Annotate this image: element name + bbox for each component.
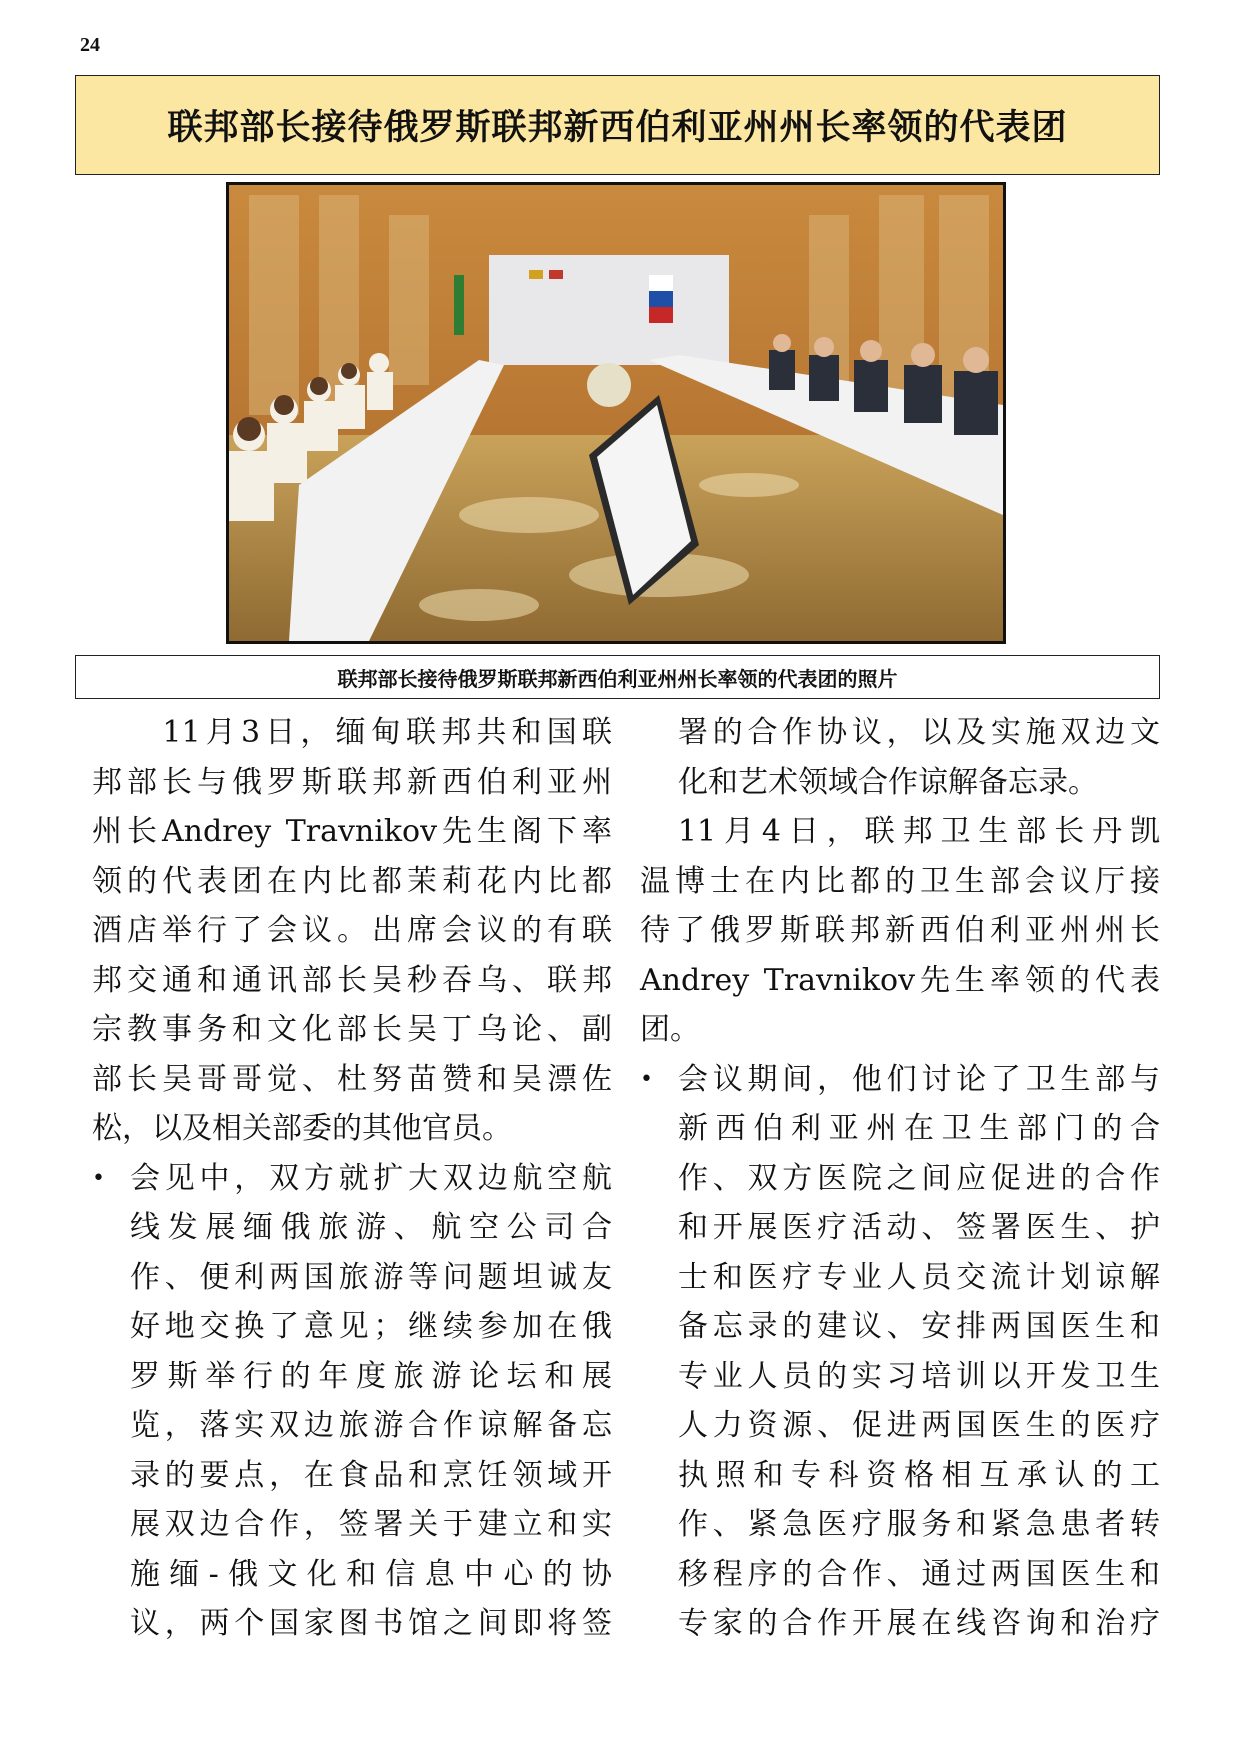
bullet-line: 会见中，双方就扩大双边航空航 bbox=[130, 1160, 612, 1196]
continuation-line: 化和艺术领域合作谅解备忘录。 bbox=[678, 764, 1098, 800]
bullet-line: 作、双方医院之间应促进的合作 bbox=[678, 1160, 1160, 1196]
bullet-line: 备忘录的建议、安排两国医生和 bbox=[678, 1309, 1160, 1344]
paragraph-line: Andrey Travnikov先生率领的代表 bbox=[640, 962, 1160, 998]
paragraph-line: 州长Andrey Travnikov先生阁下率 bbox=[92, 814, 612, 849]
bullet-line: 移程序的合作、通过两国医生和 bbox=[678, 1556, 1160, 1592]
title-box bbox=[75, 75, 1160, 175]
bullet-line: 罗斯举行的年度旅游论坛和展 bbox=[130, 1358, 612, 1394]
left-column bbox=[92, 708, 612, 1649]
bullet-line: 士和医疗专业人员交流计划谅解 bbox=[678, 1259, 1160, 1295]
bullet-item bbox=[92, 1154, 612, 1649]
bullet-line: 作、紧急医疗服务和紧急患者转 bbox=[678, 1507, 1160, 1542]
paragraph-line: 11月3日，缅甸联邦共和国联 bbox=[92, 715, 612, 750]
photo-caption: 联邦部长接待俄罗斯联邦新西伯利亚州州长率领的代表团的照片 bbox=[337, 666, 898, 691]
page-number: 24 bbox=[80, 34, 100, 56]
bullet-line: 展双边合作，签署关于建立和实 bbox=[130, 1507, 612, 1542]
bullet-line: 线发展缅俄旅游、航空公司合 bbox=[130, 1210, 612, 1245]
meeting-photo bbox=[226, 182, 1006, 644]
bullet-line: 议，两个国家图书馆之间即将签 bbox=[130, 1606, 612, 1641]
bullet-line: 专家的合作开展在线咨询和治疗 bbox=[678, 1606, 1160, 1641]
bullet-icon: • bbox=[640, 1066, 653, 1092]
bullet-line: 人力资源、促进两国医生的医疗 bbox=[678, 1408, 1160, 1443]
paragraph-line: 11月4日，联邦卫生部长丹凯 bbox=[640, 814, 1160, 849]
paragraph-line: 宗教事务和文化部长吴丁乌论、副 bbox=[92, 1012, 612, 1047]
bullet-line: 执照和专科资格相互承认的工 bbox=[678, 1457, 1160, 1493]
paragraph-line: 领的代表团在内比都茉莉花内比都 bbox=[92, 863, 612, 899]
paragraph-line: 温博士在内比都的卫生部会议厅接 bbox=[640, 863, 1160, 899]
paragraph-line: 松，以及相关部委的其他官员。 bbox=[92, 1111, 512, 1146]
caption-box bbox=[75, 655, 1160, 699]
paragraph-line: 团。 bbox=[640, 1012, 700, 1047]
bullet-line: 录的要点，在食品和烹饪领域开 bbox=[130, 1457, 612, 1493]
paragraph-line: 邦部长与俄罗斯联邦新西伯利亚州 bbox=[92, 764, 612, 800]
bullet-line: 专业人员的实习培训以开发卫生 bbox=[678, 1358, 1160, 1394]
bullet-line: 览，落实双边旅游合作谅解备忘 bbox=[130, 1408, 612, 1443]
bullet-line: 新西伯利亚州在卫生部门的合 bbox=[678, 1111, 1160, 1146]
article-title: 联邦部长接待俄罗斯联邦新西伯利亚州州长率领的代表团 bbox=[167, 108, 1068, 148]
right-column bbox=[640, 708, 1160, 1649]
paragraph-line: 部长吴哥哥觉、杜努苗赞和吴漂佐 bbox=[92, 1061, 612, 1097]
bullet-line: 会议期间，他们讨论了卫生部与 bbox=[678, 1061, 1160, 1097]
paragraph-line: 待了俄罗斯联邦新西伯利亚州州长 bbox=[640, 913, 1160, 948]
bullet-line: 作、便利两国旅游等问题坦诚友 bbox=[130, 1259, 612, 1295]
bullet-line: 和开展医疗活动、签署医生、护 bbox=[678, 1210, 1160, 1245]
bullet-line: 施缅-俄文化和信息中心的协 bbox=[130, 1556, 612, 1592]
bullet-icon: • bbox=[92, 1165, 105, 1191]
meeting-photo-illustration bbox=[229, 185, 1003, 641]
bullet-line: 好地交换了意见；继续参加在俄 bbox=[130, 1309, 612, 1344]
continuation-line: 署的合作协议，以及实施双边文 bbox=[678, 715, 1160, 750]
paragraph-line: 酒店举行了会议。出席会议的有联 bbox=[92, 913, 612, 948]
bullet-item bbox=[640, 1055, 1160, 1649]
paragraph-line: 邦交通和通讯部长吴秒吞乌、联邦 bbox=[92, 962, 612, 998]
